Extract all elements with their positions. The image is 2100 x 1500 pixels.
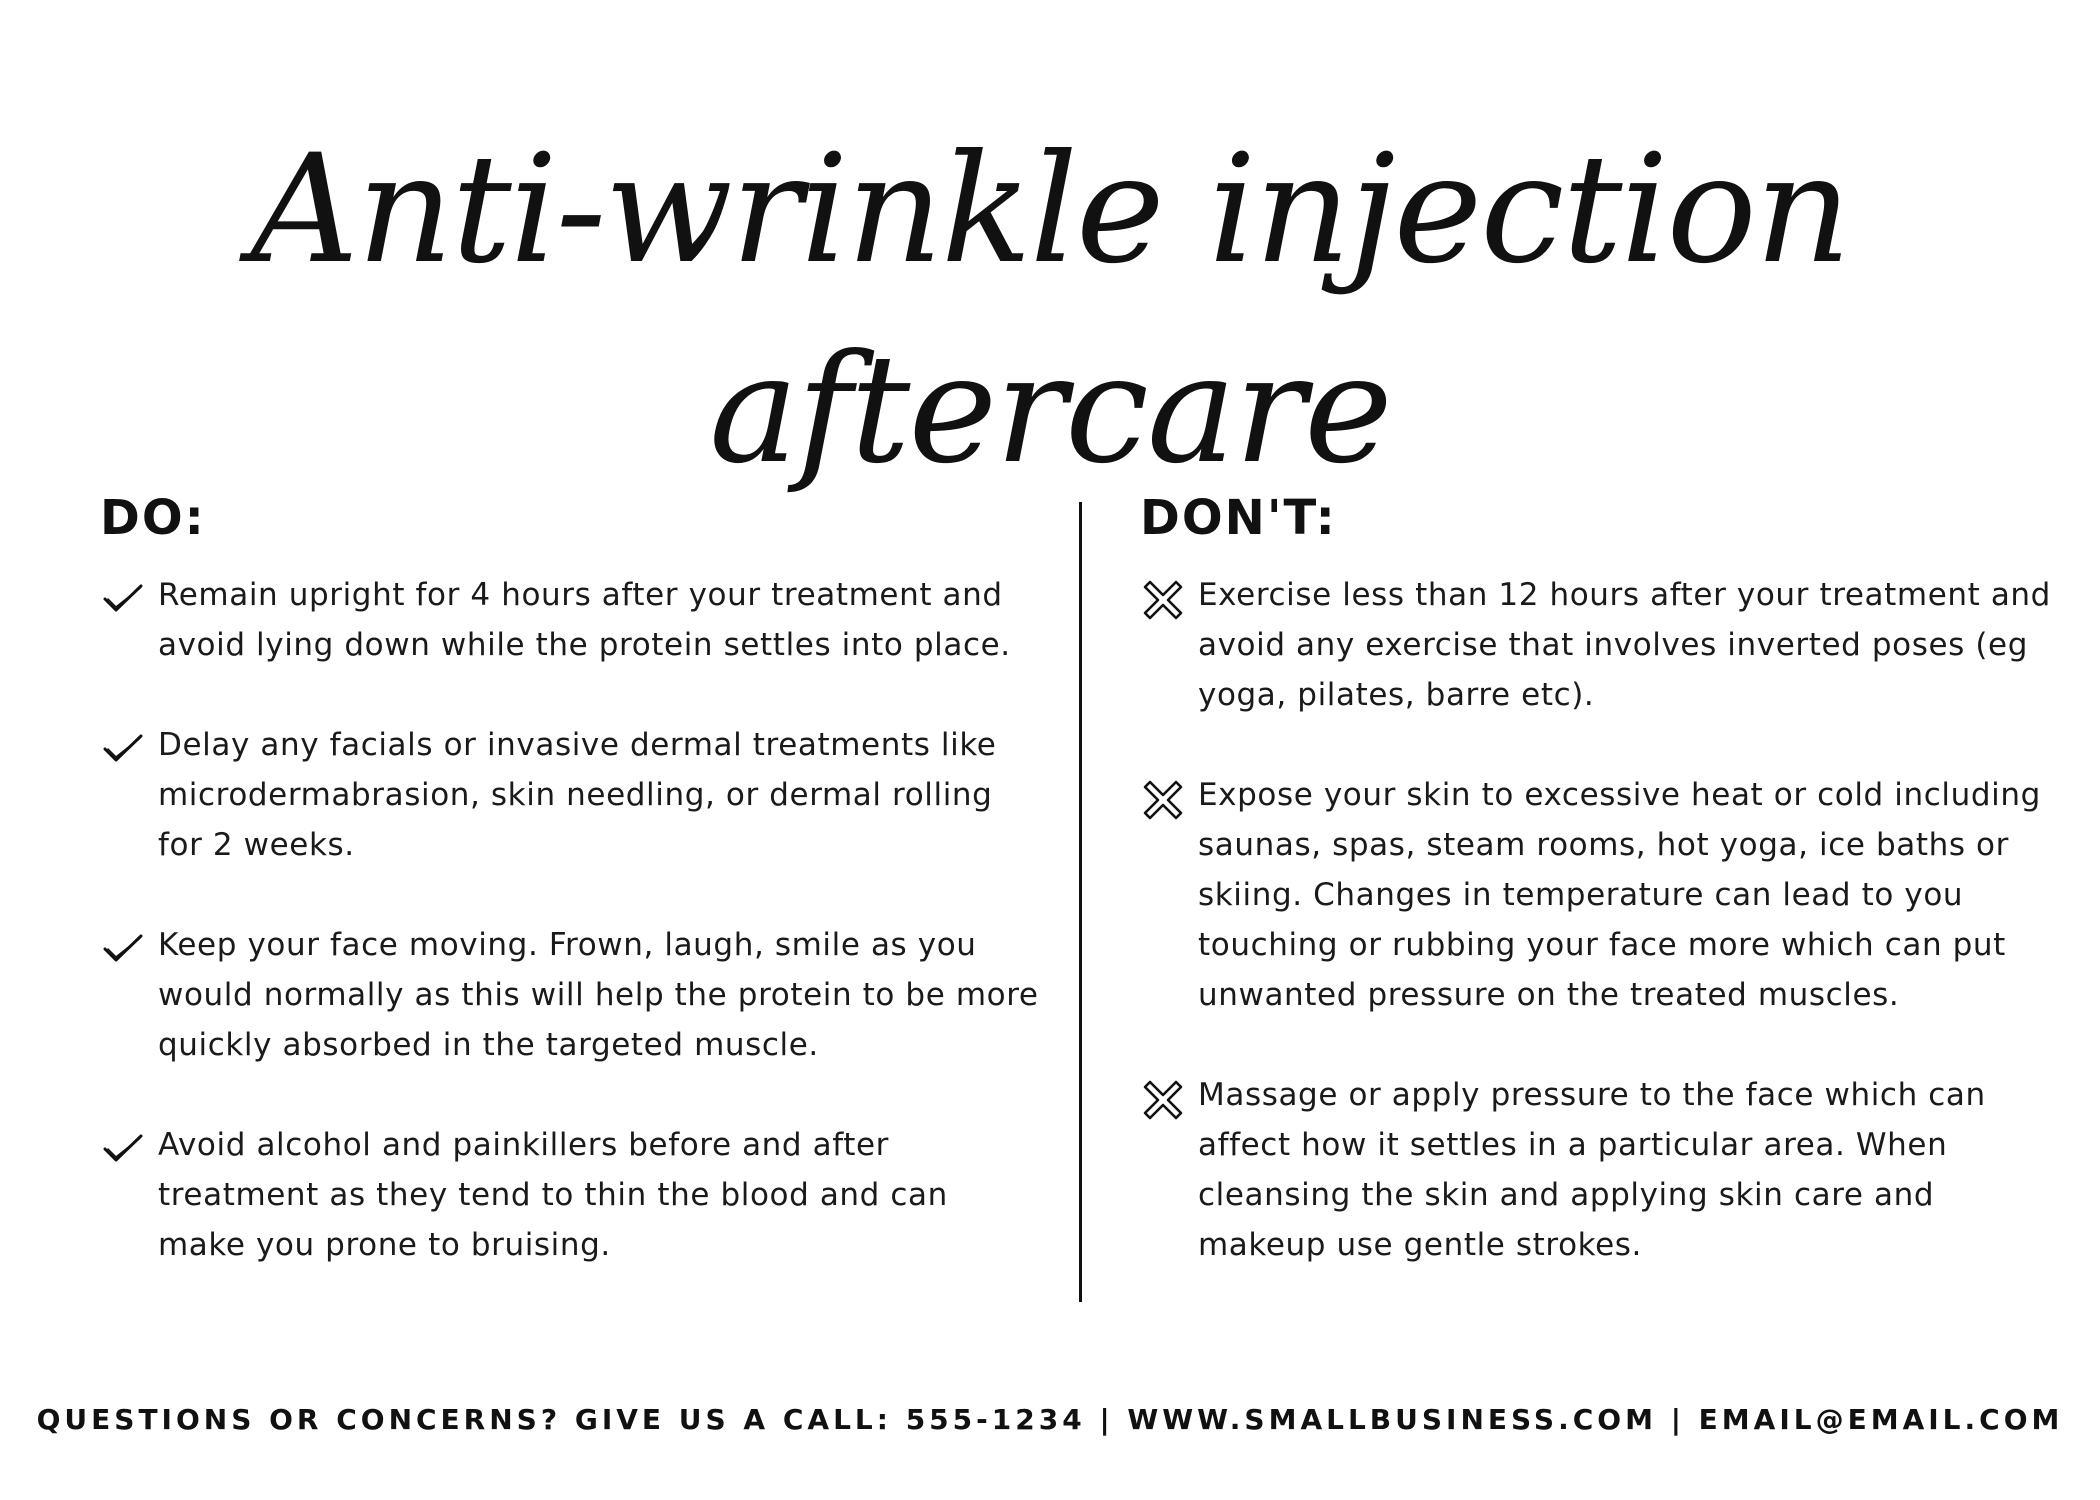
do-item-text: Avoid alcohol and painkillers before and after treatment as they tend to thin the blood and can make you prone to bruising. [158,1127,948,1263]
cross-icon [1140,576,1186,622]
dont-item [1140,570,2060,720]
footer-contact: QUESTIONS OR CONCERNS? GIVE US A CALL: 555-1234 | WWW.SMALLBUSINESS.COM | EMAIL@EMAIL.COM [36,1403,2064,1436]
check-icon [100,926,146,972]
do-item [100,920,1040,1070]
check-icon [100,726,146,772]
cross-icon [1140,776,1186,822]
check-icon [100,576,146,622]
do-item [100,720,1040,870]
do-item-text: Remain upright for 4 hours after your treatment and avoid lying down while the protein settles into place. [158,577,1011,663]
page-title: Anti-wrinkle injection aftercare [250,123,1850,497]
do-column [100,490,1040,1320]
do-heading: DO: [100,490,206,546]
dont-column [1140,490,2060,1320]
do-item-text: Delay any facials or invasive dermal treatments like microdermabrasion, skin needling, or dermal rolling for 2 weeks. [158,727,997,863]
dont-item-text: Massage or apply pressure to the face which can affect how it settles in a particular area. When cleansing the skin and applying skin care and makeup use gentle strokes. [1198,1077,1986,1263]
dont-item [1140,1070,2060,1270]
do-item [100,1120,1040,1270]
dont-item-text: Expose your skin to excessive heat or cold including saunas, spas, steam rooms, hot yoga, ice baths or skiing. Changes in temperature can lead to you touching or rubbing your face more which can put unwanted pressure on the treated muscles. [1198,777,2041,1013]
dont-item [1140,770,2060,1020]
do-item [100,570,1040,670]
dont-heading: DON'T: [1140,490,1337,546]
cross-icon [1140,1076,1186,1122]
do-item-text: Keep your face moving. Frown, laugh, smile as you would normally as this will help the protein to be more quickly absorbed in the targeted muscle. [158,927,1039,1063]
dont-item-text: Exercise less than 12 hours after your treatment and avoid any exercise that involves inverted poses (eg yoga, pilates, barre etc). [1198,577,2051,713]
check-icon [100,1126,146,1172]
column-divider [1079,502,1082,1302]
